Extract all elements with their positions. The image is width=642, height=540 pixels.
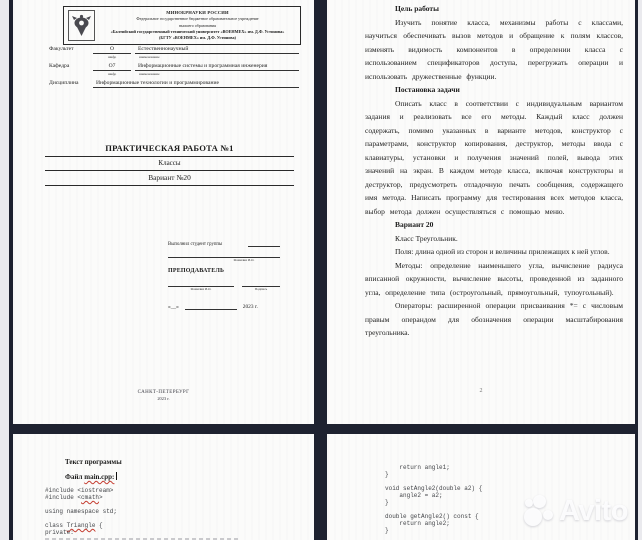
photo-left-edge — [0, 0, 9, 540]
code-line: void setAngle2(double a2) { — [385, 485, 483, 492]
work-type: Классы — [158, 159, 181, 167]
code-caption: шифр — [107, 55, 117, 59]
avito-logo-circle — [525, 499, 533, 507]
teacher-signature-cell — [242, 282, 280, 291]
teacher-label: ПРЕПОДАВАТЕЛЬ — [168, 268, 225, 274]
avito-logo-circle — [524, 508, 542, 526]
code-text: { — [95, 522, 103, 529]
teacher-name-cell — [168, 282, 234, 291]
faculty-code: О — [93, 46, 131, 54]
code-line: angle2 = a2; — [385, 492, 443, 499]
university-header-text — [95, 9, 300, 41]
code-line: return angle1; — [385, 464, 450, 471]
goal-paragraph: Изучить понятие класса, механизмы работы с классами, научиться обеспечивать вызов методов и обращение к полям классов, изменять видимость компонентов в определении класса с использованием спецификаторов доступа, перегружать операции и использовать дружественные функции. — [365, 17, 623, 81]
title-page — [13, 0, 314, 424]
signatures-block — [168, 240, 280, 310]
discipline-label: Дисциплина — [49, 80, 79, 86]
value-caption: наименование — [139, 72, 160, 76]
date-row — [168, 303, 280, 310]
work-title: ПРАКТИЧЕСКАЯ РАБОТА №1 — [105, 143, 234, 153]
department-label: Кафедра — [49, 63, 70, 69]
work-variant: Вариант №20 — [148, 173, 191, 182]
faculty-label: Факультет — [49, 46, 74, 52]
code-line: using namespace std; — [45, 508, 118, 515]
code-line-blank — [45, 515, 117, 522]
department-value: Информационные системы и программная инженерия — [135, 63, 299, 71]
methods-paragraph: Методы: определение наименьшего угла, вычисление радиуса вписанной окружности, вычисление высоты, проведенной из заданного угла, определение типа (остроугольный, прямоугольный, тупоугольный). — [365, 260, 623, 297]
code-block-left — [45, 487, 117, 536]
code-line-blank — [385, 478, 482, 485]
code-line: } — [385, 471, 389, 478]
code-caption: шифр — [107, 72, 117, 76]
file-name-line — [65, 472, 117, 481]
avito-wordmark: Avito — [559, 495, 628, 527]
code-block-right — [385, 464, 482, 534]
misspelled-word: Triangle — [66, 522, 96, 529]
avito-watermark — [524, 495, 628, 528]
university-name: «Балтийский государственный технический университет «ВОЕНМЕХ» им. Д.Ф. Устинова» — [110, 28, 285, 34]
code-line — [45, 494, 117, 501]
work-title-block — [45, 143, 294, 188]
code-line-blank — [385, 506, 482, 513]
code-line: return angle2; — [385, 520, 450, 527]
goal-heading: Цель работы — [395, 4, 439, 13]
ministry-line: МИНОБРНАУКИ РОССИИ — [166, 10, 229, 16]
rule — [45, 156, 294, 157]
discipline-row — [49, 80, 299, 88]
code-line: #include <iostream> — [45, 487, 114, 494]
avito-logo-circle — [533, 495, 546, 508]
avito-logo-circle — [543, 510, 553, 520]
date-quotes: «__» — [168, 304, 179, 310]
faculty-captions — [93, 55, 299, 59]
department-row — [49, 63, 299, 71]
department-captions — [93, 72, 299, 76]
code-line: double getAngle2() const { — [385, 513, 479, 520]
code-line — [45, 522, 117, 529]
rule — [45, 185, 294, 186]
surname-caption: Фамилия И.О. — [233, 258, 255, 262]
signature-row — [168, 282, 280, 291]
code-text: #include < — [45, 494, 82, 501]
title-fields-table — [49, 46, 299, 89]
university-header-box — [63, 6, 301, 45]
org-line: Федеральное государственное бюджетное образовательное учреждение — [136, 16, 259, 22]
text-cursor — [116, 472, 117, 480]
signature-caption: Подпись — [254, 287, 268, 291]
code-line-blank — [45, 501, 117, 508]
task-heading: Постановка задачи — [395, 85, 460, 94]
page-number: 2 — [479, 388, 483, 394]
city-year: 2023 г. — [157, 396, 170, 401]
task-page-text — [365, 2, 623, 340]
code-page-left — [13, 434, 314, 540]
file-name: main.cpp: — [84, 473, 115, 481]
org-line2: высшего образования — [179, 22, 216, 28]
class-line: Класс Треугольник. — [395, 233, 458, 243]
code-text: > — [99, 494, 103, 501]
date-year: 2023 г. — [242, 304, 258, 310]
university-short-name: (БГТУ «ВОЕНМЕХ» им. Д.Ф. Устинова) — [159, 35, 236, 41]
variant-heading: Вариант 20 — [395, 220, 434, 229]
task-paragraph: Описать класс в соответствии с индивидуальным вариантом задания и реализовать все его методы. Каждый класс должен содержать, помимо указанных в варианте методов, конструктор с параметрами, конструктор копирования, деструктор, методы ввода с клавиатуры, установки и получения значений полей, вывода этих значений на экран. В каждом методе класса, включая конструкторы и деструктор, предусмотреть отладочную печать сообщения, содержащего имя метода. Написать программу для тестирования всех методов класса, выбор метода должен осуществляться с помощью меню. — [365, 98, 623, 216]
code-line: } — [385, 527, 389, 534]
university-emblem-icon — [68, 10, 95, 41]
faculty-value: Естественнонаучный — [135, 46, 299, 54]
code-line: } — [385, 499, 389, 506]
code-line: private: — [45, 529, 74, 536]
fields-line: Поля: длина одной из сторон и величины прилежащих к ней углов. — [395, 247, 610, 256]
rule — [45, 170, 294, 171]
program-text-heading: Текст программы — [65, 458, 122, 466]
date-underline — [185, 303, 237, 310]
photo-right-edge — [638, 0, 642, 540]
department-code: О7 — [93, 63, 131, 71]
student-row — [168, 240, 280, 247]
faculty-row — [49, 46, 299, 54]
task-page — [327, 0, 635, 424]
discipline-value: Информационные технологии и программирование — [93, 80, 299, 88]
group-underline — [248, 240, 280, 247]
city-block — [13, 390, 314, 401]
operators-paragraph: Операторы: расширенной операции присваивания *= с числовым правым операндом для обозначения операции масштабирования треугольника. — [365, 301, 623, 337]
student-name-underline — [168, 247, 280, 258]
performed-by-label: Выполнил студент группы — [168, 242, 223, 247]
misspelled-word: cmath — [81, 494, 100, 501]
code-text: class — [45, 522, 67, 529]
avito-logo-icon — [524, 495, 556, 528]
value-caption: наименование — [139, 55, 160, 59]
surname-caption: Фамилия И.О. — [190, 287, 212, 291]
file-prefix: Файл — [65, 473, 85, 481]
city-name: САНКТ-ПЕТЕРБУРГ — [137, 390, 190, 395]
